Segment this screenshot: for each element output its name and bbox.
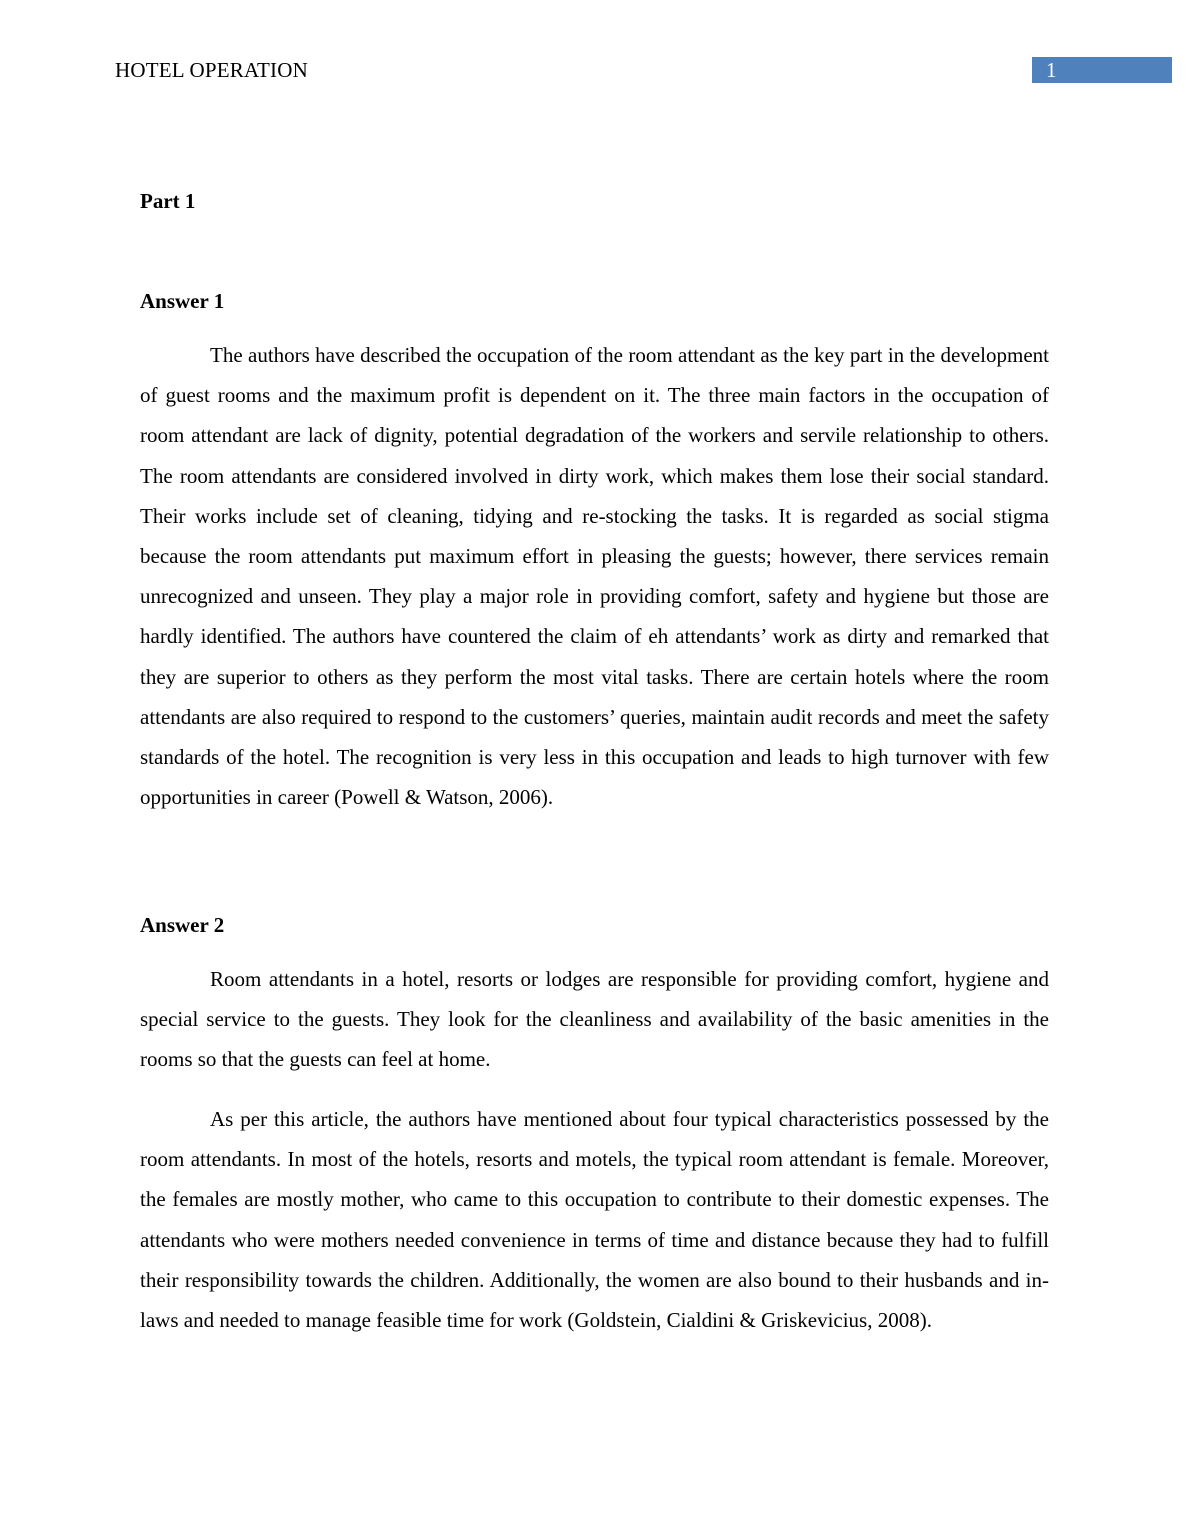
answer2-heading: Answer 2 — [140, 913, 225, 937]
running-head-title: HOTEL OPERATION — [115, 58, 308, 82]
answer1-paragraph: The authors have described the occupation of the room attendant as the key part in the development of guest rooms and the maximum profit is dependent on it. The three main factors in the occupation of room attendant are lack of dignity, potential degradation of the workers and servile relationship to others. The room attendants are considered involved in dirty work, which makes them lose their social standard. Their works include set of cleaning, tidying and re-stocking the tasks. It is regarded as social stigma because the room attendants put maximum effort in pleasing the guests; however, there services remain unrecognized and unseen. They play a major role in providing comfort, safety and hygiene but those are hardly identified. The authors have countered the claim of eh attendants’ work as dirty and remarked that they are superior to others as they perform the most vital tasks. There are certain hotels where the room attendants are also required to respond to the customers’ queries, maintain audit records and meet the safety standards of the hotel. The recognition is very less in this occupation and leads to high turnover with few opportunities in career (Powell & Watson, 2006). — [140, 343, 1049, 810]
answer1-heading: Answer 1 — [140, 289, 225, 313]
part-heading: Part 1 — [140, 189, 196, 213]
answer2-paragraph-1: Room attendants in a hotel, resorts or lodges are responsible for providing comfort, hygiene and special service to the guests. They look for the cleanliness and availability of the basic amenities in the rooms so that the guests can feel at home. — [140, 967, 1049, 1072]
page-number: 1 — [1032, 57, 1172, 83]
answer2-paragraph-2: As per this article, the authors have mentioned about four typical characteristics possessed by the room attendants. In most of the hotels, resorts and motels, the typical room attendant is female. Moreover, the females are mostly mother, who came to this occupation to contribute to their domestic expenses. The attendants who were mothers needed convenience in terms of time and distance because they had to fulfill their responsibility towards the children. Additionally, the women are also bound to their husbands and in- laws and needed to manage feasible time for work (Goldstein, Cialdini & Griskevicius, 2008). — [140, 1107, 1049, 1333]
